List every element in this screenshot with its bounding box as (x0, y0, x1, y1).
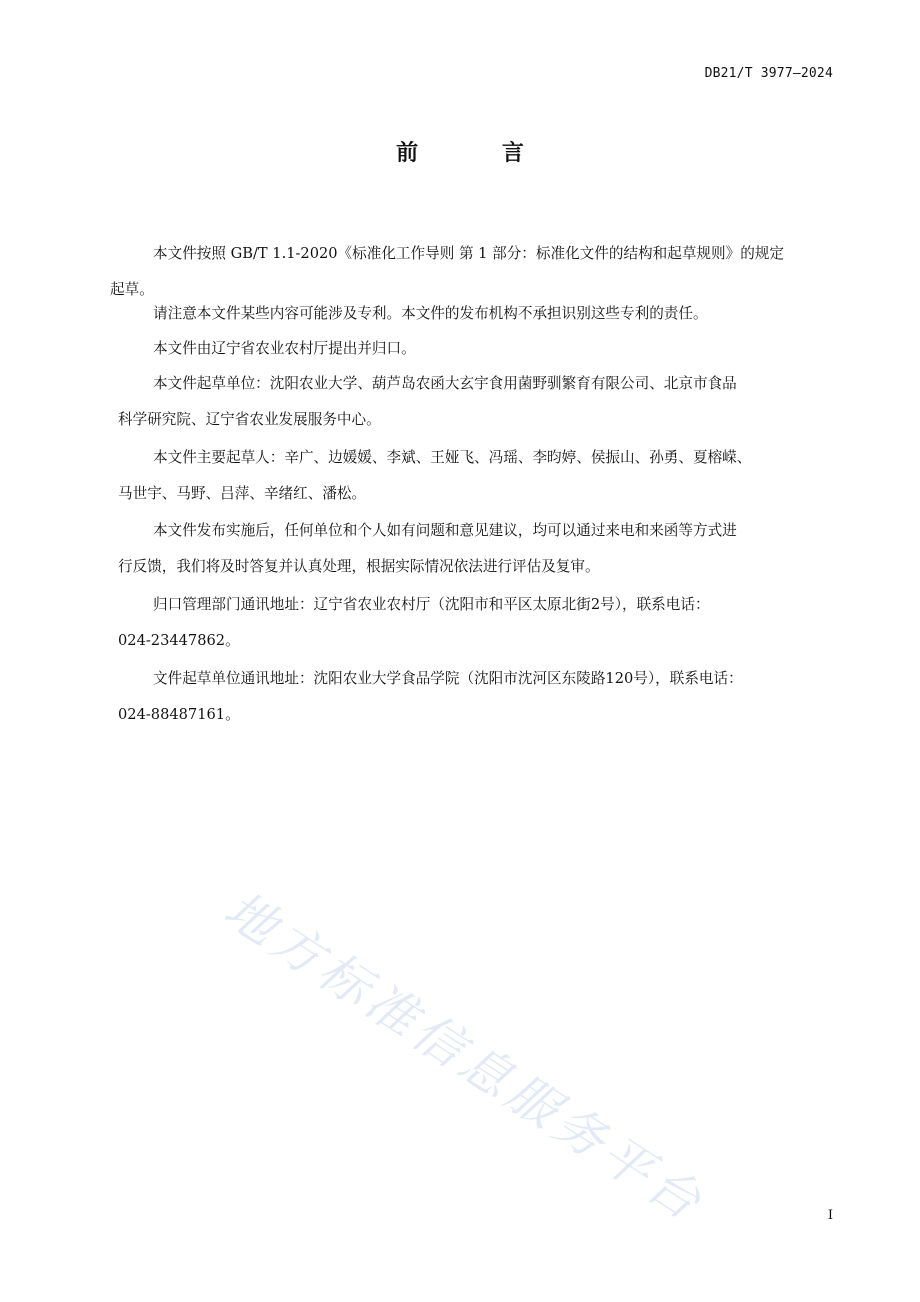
paragraph-line: 马世宇、马野、吕萍、辛绪红、潘松。 (118, 485, 367, 502)
paragraph-drafters (110, 440, 832, 512)
paragraph-line: 024-88487161。 (118, 706, 240, 723)
paragraph-line: 本文件发布实施后，任何单位和个人如有问题和意见建议，均可以通过来电和来函等方式进 (153, 522, 737, 539)
document-code: DB21/T 3977—2024 (704, 66, 833, 81)
paragraph-line: 本文件由辽宁省农业农村厅提出并归口。 (153, 340, 416, 357)
paragraph-line: 归口管理部门通讯地址：辽宁省农业农村厅（沈阳市和平区太原北街2号），联系电话： (153, 596, 710, 613)
paragraph-line: 本文件按照 GB/T 1.1-2020《标准化工作导则 第 1 部分：标准化文件的结构和起草规则》的规定 (153, 245, 784, 262)
paragraph-feedback (110, 513, 832, 585)
paragraph-line: 024-23447862。 (118, 632, 240, 649)
paragraph-drafter-address (110, 661, 832, 733)
paragraph-line: 科学研究院、辽宁省农业发展服务中心。 (118, 411, 381, 428)
paragraph-line: 请注意本文件某些内容可能涉及专利。本文件的发布机构不承担识别这些专利的责任。 (153, 305, 708, 322)
paragraph-line: 本文件起草单位：沈阳农业大学、葫芦岛农函大玄宇食用菌野驯繁育有限公司、北京市食品 (153, 375, 737, 392)
paragraph-management-address (110, 587, 832, 659)
paragraph-line: 起草。 (110, 281, 154, 298)
paragraph-drafting-units (110, 366, 832, 438)
watermark: 地方标准信息服务平台 (214, 880, 716, 1234)
paragraph-patent-notice (110, 296, 832, 332)
page-number: I (827, 1208, 833, 1223)
paragraph-line: 文件起草单位通讯地址：沈阳农业大学食品学院（沈阳市沈河区东陵路120号），联系电话： (153, 670, 743, 687)
page-title: 前 言 (396, 141, 562, 166)
paragraph-proposer (110, 331, 832, 367)
paragraph-line: 行反馈，我们将及时答复并认真处理，根据实际情况依法进行评估及复审。 (118, 558, 600, 575)
paragraph-line: 本文件主要起草人：辛广、边媛媛、李斌、王娅飞、冯瑶、李昀婷、侯振山、孙勇、夏榕嵘、 (153, 449, 752, 466)
